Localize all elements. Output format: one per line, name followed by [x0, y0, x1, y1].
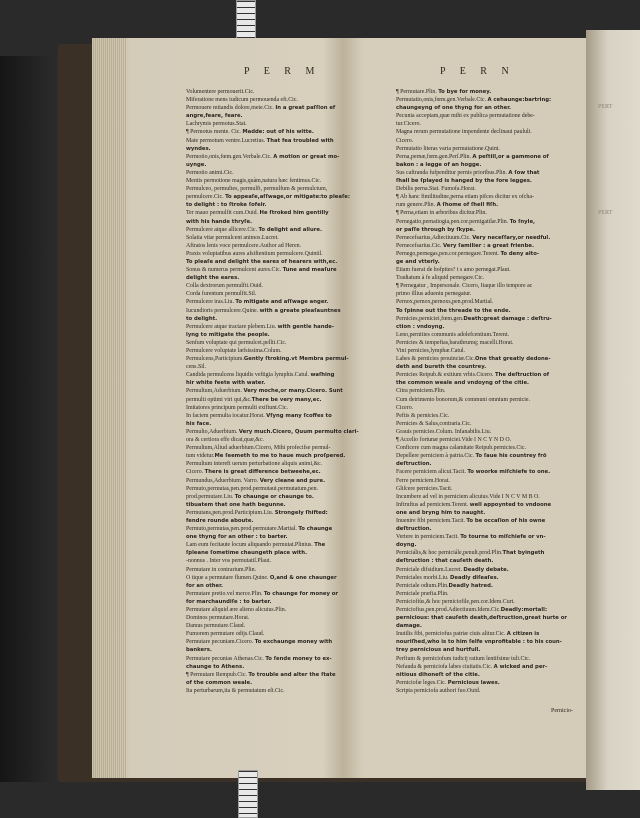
- dictionary-line: Cicero. There is great difference betweehe,ec.: [186, 469, 321, 476]
- dictionary-line: Permutare in contrarium.Plin.: [186, 566, 257, 573]
- dictionary-line: deſtruction : that cauſeth death.: [396, 558, 494, 565]
- dictionary-line: ¶ Accelio fortunæ perniciei.Vide I N C Y N D O.: [396, 437, 512, 444]
- dictionary-line: hir white feete with water.: [186, 380, 266, 387]
- dictionary-line: To ſpinne out the threade to the ende.: [396, 307, 511, 314]
- dictionary-line: Permulcere iras.Liu. To mitigate and aſſwage anger.: [186, 299, 329, 306]
- dictionary-line: Tradiatum à fe aliquid pernegare.Cic.: [396, 275, 485, 282]
- dictionary-line: one thyng for an other : to barter.: [186, 534, 288, 541]
- dictionary-line: Praxis voluptatibus aures afsiftentium permulcere.Quintil.: [186, 250, 323, 257]
- dictionary-line: Peftis & pernicies.Cic.: [396, 412, 450, 419]
- dictionary-line: Lachrymis permotus.Stat.: [186, 121, 247, 128]
- dictionary-line: Corda furentum permulfit.Sil.: [186, 291, 257, 298]
- dictionary-line: delight the eares.: [186, 275, 240, 282]
- dictionary-line: Pernox,pernox,pernoxs,pen.prod.Martial.: [396, 299, 494, 306]
- dictionary-line: Permotio animi.Cic.: [186, 169, 234, 176]
- dictionary-line: Perniciale difsidium.Lucret. Deadly debate.: [396, 566, 509, 573]
- dictionary-line: deſtruction.: [396, 461, 432, 468]
- dictionary-line: Sus caftranda fufpenditur pernis prioribus.Plin. A ſow that: [396, 169, 540, 176]
- dictionary-line: tibuatem that one hath begunne.: [186, 501, 286, 508]
- dictionary-line: Permouere mitandis dolore,mete.Cic. In a great paſſion ef: [186, 105, 336, 112]
- dictionary-line: to delight : to ſtroke ſofelr.: [186, 202, 267, 209]
- dictionary-line: Permutatio literas varia permutatione.Quint.: [396, 145, 500, 152]
- dictionary-line: deſtruction.: [396, 526, 432, 533]
- dictionary-line: ge and vtterly.: [396, 258, 440, 265]
- dictionary-line: Leno,pernities communis adolefcentium.Terent.: [396, 331, 509, 338]
- dictionary-line: Mate permotum ventre.Lucretius. That fea troubled with: [186, 137, 334, 144]
- dictionary-line: Incumbere ad vel in perniciem alicuius.Vide I N C V M B O.: [396, 493, 540, 500]
- dictionary-line: Pernego,pernegas,pen.cor.pernegare.Terent. To deny alto-: [396, 250, 540, 257]
- dictionary-line: Permultum,Aduerbium. Very moche,or many.Cicero. Sunt: [186, 388, 343, 395]
- ghost-header-2: PERT: [598, 210, 613, 216]
- dictionary-line: ction : vndoyng.: [396, 323, 445, 330]
- dictionary-line: nouriſhed,who is to him ſelfe vnprofitable : to his coun-: [396, 639, 562, 646]
- dictionary-line: to delight.: [186, 315, 218, 322]
- dictionary-line: pernicious: that cauſeth death,deſtruction,great hurte or: [396, 615, 567, 622]
- dictionary-line: cens.Sil.: [186, 364, 206, 371]
- dictionary-line: his face.: [186, 420, 212, 427]
- dictionary-line: Pernegatio,pernatiogia,pen.cor.pernigatilæ.Plin. To ſnyle,: [396, 218, 536, 225]
- dictionary-line: Solatia vitæ permulcent animos.Lucret.: [186, 234, 279, 241]
- dictionary-line: O tique a permutare flumen.Quine. O,and & one chaunger: [186, 574, 337, 581]
- dictionary-line: Perniciale odium.Plin.Deadly hatred.: [396, 582, 493, 589]
- dictionary-line: Depellere perniciem à patria.Cic. To ſaue his countrey frō: [396, 453, 547, 460]
- dictionary-line: bakon : a legge of an hogge.: [396, 161, 482, 168]
- scale-ruler-bottom: [238, 770, 258, 818]
- dictionary-line: fendre rounde aboute.: [186, 517, 254, 524]
- dictionary-line: Permutare pecuniam.Cicero. To exchaunge money with: [186, 639, 333, 646]
- dictionary-line: uynge.: [186, 161, 207, 168]
- dictionary-line: ſpleane ſometime chaungeth place with.: [186, 550, 307, 557]
- dictionary-line: or paſſe through by ſkype.: [396, 226, 476, 233]
- dictionary-line: Permulcere voluptate læfsissima.Colum.: [186, 348, 282, 354]
- dictionary-line: Imitatores principum permulti exiftunt.Cic.: [186, 404, 288, 411]
- dictionary-line: Gliſcere pernicies.Tacit.: [396, 485, 453, 492]
- dictionary-line: Inftruftus ad perniciem.Terent. well appoynted to vndoone: [396, 501, 552, 508]
- dictionary-line: Permutatio,onis,fœm.gen.Verbale.Cic. A cehaunge:bartring:: [396, 97, 552, 104]
- dictionary-line: Permulcens,Participium.Gently ſtroking.vt Membra permul-: [186, 356, 349, 363]
- dictionary-line: for marchaundiſe : to barter.: [186, 598, 272, 605]
- dictionary-line: Perniciale præfia.Plin.: [396, 590, 449, 597]
- dictionary-line: doyng.: [396, 542, 417, 549]
- dictionary-line: Inutilis fibi, perniciofus patriæ ciuis alitur.Cic. A citizen is: [396, 631, 540, 638]
- dictionary-line: nitious dihoneſt of the citie.: [396, 671, 480, 678]
- dictionary-line: with his hande thryſe.: [186, 218, 253, 225]
- dictionary-line: for an other.: [186, 582, 223, 589]
- dictionary-line: Vini pernicies,lymphæ.Catul.: [396, 348, 466, 354]
- dictionary-line: In faciem permulta iocatur.Horat. Vſyng many ſcoffes to: [186, 412, 332, 419]
- dictionary-line: To pleaſe and delight the eares of hearers with,ec.: [186, 258, 338, 265]
- dictionary-line: Sonus & numerus permulcent aures.Cic. Tune and meaſure: [186, 267, 337, 274]
- dictionary-line: ¶ Permutare.Plin. To bye for money.: [396, 89, 492, 95]
- dictionary-line: Volumentere permouerit.Cic.: [186, 89, 255, 95]
- dictionary-line: Permuto,permutas,pen.prod.permutaui.permutatum,pen.: [186, 485, 319, 492]
- dictionary-line: Perniciofæ leges.Cic. Pernicious lawes.: [396, 679, 500, 686]
- dictionary-line: Damus permutare.Claud.: [186, 623, 246, 630]
- catchword: Pernicio-: [551, 708, 573, 714]
- dictionary-line: -nonnus . Inter vos permutatiſ.Plaut.: [186, 558, 271, 565]
- dictionary-line: ¶ Pernegatur , Impersonale. Cicero, Itaque illo tempore ac: [396, 283, 533, 290]
- dictionary-line: Scripta perniciofa authori fuo.Ouid.: [396, 687, 481, 694]
- dictionary-line: Permotio,onis,fœm.gen.Verbale.Cic. A motion or great mo-: [186, 153, 340, 160]
- dictionary-line: lyng to mitigate the people.: [186, 331, 270, 338]
- right-column: [396, 88, 582, 695]
- dictionary-line: Magna rerum permutatione impendente declinaui paululi.: [396, 129, 532, 136]
- dictionary-line: Dominos permutare.Horat.: [186, 615, 250, 622]
- dictionary-line: Permulceo, permultes, permulfi, permulfum & permulctum,: [186, 186, 328, 193]
- dictionary-line: the common weale and vndoyng of the citie.: [396, 380, 530, 387]
- dictionary-line: Pernicies & Salus,contraria.Cic.: [396, 420, 472, 427]
- dictionary-line: deth and bureth the countrey.: [396, 364, 487, 371]
- dictionary-line: tur.Cicero.: [396, 121, 421, 128]
- ghost-header-1: PERT: [598, 104, 613, 110]
- dictionary-line: Facere perniciem alicui.Tacit. To woorke miſchiefe to one.: [396, 469, 551, 476]
- dictionary-line: ¶ Permotus mente. Cic. Madde: out of his witte.: [186, 129, 314, 136]
- dictionary-line: Perniciofiùs,& hoc perniciofile,pen.cor.Idem.Curt.: [396, 598, 515, 605]
- dictionary-line: Permutare aliquid ære alieno alicuius.Plin.: [186, 607, 287, 613]
- dictionary-line: Permutare pretio.vel merce.Plin. To chaunge for money or: [186, 590, 338, 597]
- dictionary-line: Nefauda & perniciofa labes ciuitatis.Cic. A wicked and per-: [396, 663, 548, 670]
- dictionary-line: Pernicies & tempeftas,barathrumq; macelli.Horat.: [396, 339, 514, 346]
- dictionary-line: Labes & pernicies prouinciæ.Cic.One that greatly dedone-: [396, 356, 551, 363]
- dictionary-line: prod.permutare.Liu. To chaunge or chaunge to.: [186, 493, 314, 500]
- dictionary-line: Aftratos lenis voce permulcere.Author ad Heren.: [186, 242, 301, 249]
- dictionary-line: Ita perturbarum,ita & permutatum eſt.Cic.: [186, 687, 285, 694]
- dictionary-line: ora & certiora effe dicat,quæ,&c.: [186, 437, 264, 444]
- dictionary-line: Perfium & perniciofum iudicij ratium lentifsime tuli.Cic.: [396, 655, 531, 662]
- dictionary-line: Conficere cum magna calamitate Reipub.pernicies.Cic.: [396, 445, 527, 452]
- dictionary-line: rum genere.Plin. A ſhome of ſhell fiſh.: [396, 202, 499, 209]
- dictionary-line: Citra perniciem.Plin.: [396, 388, 446, 395]
- page-fore-edge: [92, 38, 126, 778]
- dictionary-line: Miferatione mens iudicum permouenda eft.Cic.: [186, 97, 298, 104]
- dictionary-line: Fumorem permutare odijs.Claud.: [186, 631, 265, 638]
- dictionary-line: Iucundioris permulcere.Quine. with a greate pleaſauntnes: [186, 307, 341, 314]
- dictionary-line: chaungeyng of one thyng for an other.: [396, 105, 512, 112]
- dictionary-line: bankers.: [186, 647, 212, 654]
- dictionary-line: Cicero.: [396, 137, 414, 144]
- dictionary-line: ſhall be ſplayed is hanged by the fore legges.: [396, 178, 532, 185]
- dictionary-line: Pernicies Reipub.& exitium vrbis.Cicero. The deſtruction of: [396, 372, 550, 379]
- dictionary-line: wyndes.: [186, 145, 211, 152]
- dictionary-line: Lam eum fecitaute locum aliquando permutat.Plinius. The: [186, 542, 326, 549]
- dictionary-line: Permulcere atque allicere.Cic. To delight and allure.: [186, 226, 322, 233]
- left-column: [186, 88, 388, 695]
- dictionary-line: tum videtur.Me ſeemeth to me to haue much proſpered.: [186, 453, 346, 460]
- dictionary-line: Perniciales morbi.Liu. Deadly diſeaſes.: [396, 574, 499, 581]
- dictionary-line: Permutare pecunias Athenas.Cic. To ſende money to ex-: [186, 655, 332, 662]
- dictionary-line: Permutans,pen.prod.Participium.Liu. Strongely ſhifted:: [186, 509, 328, 516]
- dictionary-line: Perna,pernæ,fœm.gen.Perſ.Plin. A peſtill,or a gammone of: [396, 153, 549, 160]
- dictionary-line: Etiam fuerat de hofpites? t s amo pernegat.Plaut.: [396, 267, 511, 274]
- dictionary-line: Permulto,Aduerbium. Very much.Cicero, Quum permulto clari-: [186, 428, 359, 435]
- dictionary-line: of the common weale.: [186, 679, 253, 686]
- dictionary-line: one and bryng him to naught.: [396, 509, 486, 516]
- scan-background-left: [0, 56, 58, 782]
- dictionary-line: Permulcere atque tractare plebem.Liu. with gentle hande-: [186, 323, 335, 330]
- dictionary-line: permulcere.Cic. To appeaſe,aſſwage,or mitigate:to pleaſe:: [186, 194, 350, 201]
- dictionary-line: ¶ Ab hanc fimilitudine,perna etiam pifces dicitur ex ofcha-: [396, 194, 534, 201]
- facing-page-edge: [586, 30, 640, 790]
- dictionary-line: Permultum,Aliud aduerbium.Cicero, Mihi profecifse permul-: [186, 445, 331, 452]
- dictionary-line: Grauis pernicies.Colum. Infanabilis.Liu.: [396, 428, 492, 435]
- dictionary-line: angre,feare, feare.: [186, 113, 243, 120]
- left-column-header: P E R M: [244, 66, 321, 77]
- dictionary-line: Pernecefsarius.Cic. Very ſamilier : a great frienbe.: [396, 242, 534, 249]
- dictionary-line: Candida permulcens liquidis veftigia lymphis.Catul. waſhing: [186, 372, 335, 379]
- dictionary-line: Pernicies,perniciei,fœm.gen.Death:great damage : deſtru-: [396, 315, 552, 322]
- dictionary-line: Inuenire fibi perniciem.Tacit. To be occaſion of his owne: [396, 517, 546, 524]
- dictionary-line: primo illius aduentu pernegatur.: [396, 291, 472, 298]
- dictionary-line: Permuto,permutas,pen.prod.permutare.Martial. To chaunge: [186, 526, 333, 533]
- dictionary-line: trey pernicious and hurtfull.: [396, 647, 481, 654]
- dictionary-line: Cum detrimento bonorum,& communi omnium pernicie.: [396, 396, 530, 403]
- dictionary-line: Debilis perna.Stat. Fumofa.Horat.: [396, 186, 476, 193]
- dictionary-line: Vertere in perniciem.Tacit. To tourne to miſchiefe or vn-: [396, 534, 546, 541]
- dictionary-line: Ter mauo permulfit cum.Ouid. He ſtroked him gentilly: [186, 210, 329, 217]
- dictionary-line: damage.: [396, 623, 422, 630]
- dictionary-line: ¶ Perna,etiam in arboribus dicitur.Plin.: [396, 210, 487, 217]
- dictionary-line: chaunge to Athens.: [186, 663, 245, 670]
- dictionary-line: Permundus,Aduerbium. Varro. Very cleane and pure.: [186, 477, 326, 484]
- dictionary-line: Mentis permotione magis,quàm,natura hæc fentimus.Cic.: [186, 178, 322, 185]
- dictionary-line: permulti optimi viri qui,&c.There be very many,ec.: [186, 396, 322, 403]
- dictionary-line: Perniciofius,pen.prod.Adiectiuum.Idem.Cic.Deadly:mortall:: [396, 607, 548, 613]
- dictionary-line: Pernecefsarius,Adiectiuum.Cic. Very neceſſary,or needful.: [396, 234, 551, 241]
- dictionary-line: Permultum intereft uerum perturbatione aliquis animi,&c.: [186, 461, 323, 468]
- right-column-header: P E R N: [440, 66, 515, 77]
- dictionary-line: Ferre perniciem.Horat.: [396, 477, 450, 484]
- dictionary-line: Cicero.: [396, 404, 414, 411]
- dictionary-line: Senfum voluptate qui permulcet.pellit.Cic.: [186, 339, 287, 346]
- dictionary-line: Perniciális,& hoc perniciále,penult.prod.Plin.That byingeth: [396, 550, 545, 557]
- dictionary-line: Colla dextrorum permulfit.Ouid.: [186, 283, 263, 290]
- dictionary-line: ¶ Permutare Rempub.Cic. To trouble and alter the ſtate: [186, 671, 336, 678]
- dictionary-line: Pecunia acceptam,quæ mihi ex publica permutatione debe-: [396, 113, 535, 120]
